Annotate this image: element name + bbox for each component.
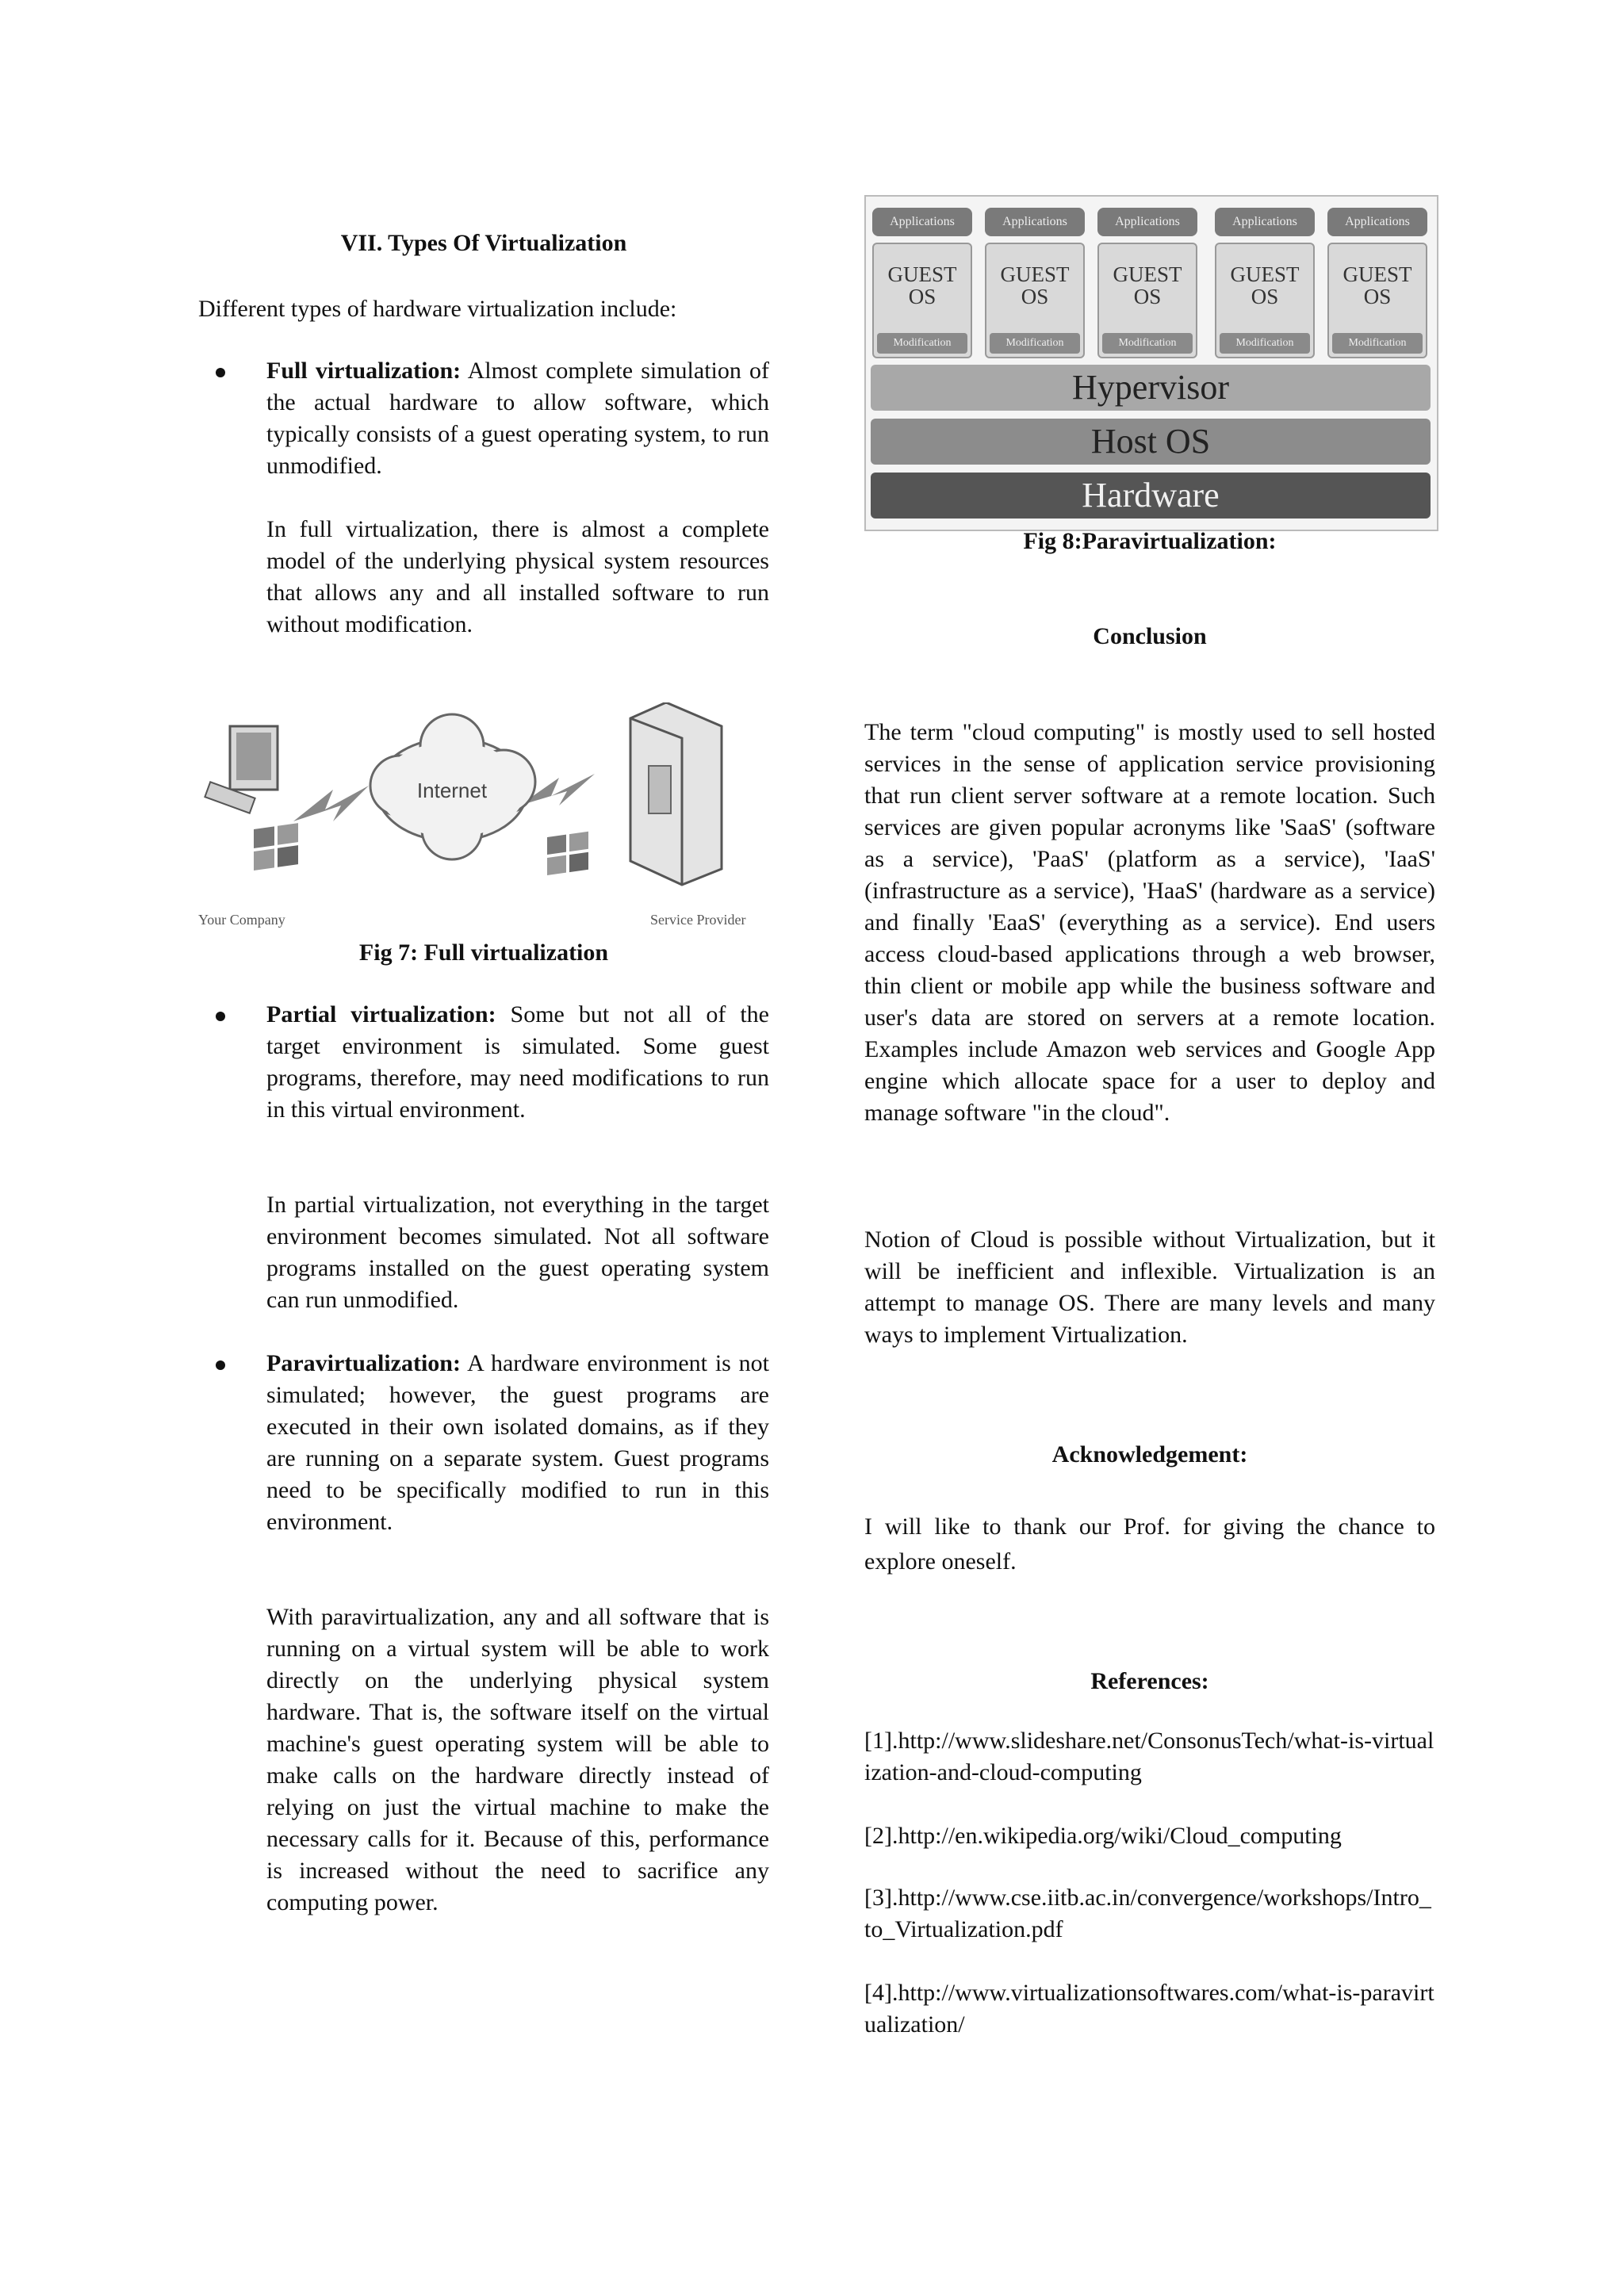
intro-text: Different types of hardware virtualization include: [198, 296, 677, 322]
paravirtualization-item [266, 1348, 769, 1538]
para-para2: With paravirtualization, any and all software that is running on a virtual system will be able to work directly on the underlying physical system hardware. That is, the software itself on the virtual machine's guest operating system will be able to make calls on the hardware directly instead of relying on just the virtual machine to make the necessary calls for it. Because of this, performance is increased without the need to sacrifice any computing power. [266, 1604, 769, 1915]
guest-os-block [872, 208, 972, 358]
guest-os-block [1097, 208, 1197, 358]
modification-label: Modification [877, 333, 967, 354]
guest-os-block [985, 208, 1085, 358]
para-term: Paravirtualization: [266, 1350, 461, 1376]
guest-label: GUEST [1230, 262, 1300, 286]
fig8-caption: Fig 8:Paravirtualization: [1023, 528, 1277, 554]
fig7-caption: Fig 7: Full virtualization [358, 939, 609, 966]
acknowledgement-title: Acknowledgement: [1051, 1441, 1248, 1468]
guest-os-block [1215, 208, 1315, 358]
guest-label: GUEST [1113, 262, 1182, 286]
guest-label: GUEST [1342, 262, 1412, 286]
hypervisor-layer: Hypervisor [871, 365, 1431, 411]
partial-para2: In partial virtualization, not everything in the target environment becomes simulated. Not all software programs installed on the guest operating system can run unmodified. [266, 1192, 769, 1313]
windows-logo-right [547, 832, 588, 875]
partial-virtualization-item [266, 999, 769, 1126]
internet-label: Internet [416, 779, 488, 802]
full-virtualization-item [266, 355, 769, 482]
full-term: Full virtualization: [266, 358, 462, 384]
your-company-label: Your Company [198, 912, 285, 928]
section-title: VII. Types Of Virtualization [340, 230, 627, 256]
bullet-dot [216, 1012, 225, 1021]
para-text: A hardware environment is not simulated; however, the guest programs are executed in their own isolated domains, as if they are running on a separate system. Guest programs need to be specifically modified to run in this environment. [266, 1350, 769, 1535]
host-os-layer: Host OS [871, 419, 1431, 465]
server-icon [630, 702, 722, 885]
reference-4: [4].http://www.virtualizationsoftwares.com/what-is-paravirtualization/ [864, 1980, 1434, 2038]
partial-term: Partial virtualization: [266, 1001, 496, 1027]
bullet-dot [216, 368, 225, 377]
reference-2: [2].http://en.wikipedia.org/wiki/Cloud_computing [864, 1823, 1342, 1849]
full-para2: In full virtualization, there is almost a complete model of the underlying physical system resources that allows any and all installed software to run without modification. [266, 516, 769, 637]
os-label: OS [1363, 285, 1392, 308]
windows-logo-left [254, 823, 298, 871]
applications-label: Applications [872, 208, 972, 236]
applications-label: Applications [1097, 208, 1197, 236]
conclusion-title: Conclusion [1093, 623, 1207, 649]
modification-label: Modification [1332, 333, 1423, 354]
guest-label: GUEST [1000, 262, 1070, 286]
modification-label: Modification [990, 333, 1080, 354]
conclusion-paragraph-1: The term "cloud computing" is mostly used to sell hosted services in the sense of application service provisioning that run client server software at a remote location. Such services are given popular acronyms like 'SaaS' (software as a service), 'PaaS' (platform as a service), 'IaaS' (infrastructure as a service), 'HaaS' (hardware as a service) and finally 'EaaS' (everything as a service). End users access cloud-based applications through a web browser, thin client or mobile app while the business software and user's data are stored on servers at a remote location. Examples include Amazon web services and Google App engine which allocate space for a user to deploy and manage software "in the cloud". [864, 719, 1435, 1126]
applications-label: Applications [1215, 208, 1315, 236]
paravirtualization-figure [864, 195, 1438, 531]
applications-label: Applications [985, 208, 1085, 236]
full-text: Almost complete simulation of the actual hardware to allow software, which typically consists of a guest operating system, to run unmodified. [266, 358, 769, 479]
bullet-dot [216, 1360, 225, 1370]
acknowledgement-text: I will like to thank our Prof. for giving the chance to explore oneself. [864, 1513, 1435, 1575]
reference-1: [1].http://www.slideshare.net/ConsonusTech/what-is-virtualization-and-cloud-computing [864, 1728, 1434, 1785]
applications-label: Applications [1327, 208, 1427, 236]
os-label: OS [1133, 285, 1162, 308]
signal-bolt-left [293, 786, 369, 821]
conclusion-paragraph-2: Notion of Cloud is possible without Virtualization, but it will be inefficient and inflexible. Virtualization is an attempt to manage OS. There are many levels and many ways to implement Virtualization. [864, 1226, 1435, 1348]
guest-os-block [1327, 208, 1427, 358]
service-provider-label: Service Provider [650, 912, 746, 928]
references-title: References: [1090, 1668, 1209, 1694]
hardware-layer: Hardware [871, 473, 1431, 519]
modification-label: Modification [1102, 333, 1193, 354]
full-virtualization-figure [198, 702, 753, 932]
os-label: OS [908, 285, 936, 308]
reference-3: [3].http://www.cse.iitb.ac.in/convergence/workshops/Intro_to_Virtualization.pdf [864, 1885, 1431, 1942]
os-label: OS [1021, 285, 1049, 308]
computer-icon [205, 726, 278, 813]
modification-label: Modification [1220, 333, 1310, 354]
guest-label: GUEST [887, 262, 957, 286]
os-label: OS [1251, 285, 1279, 308]
partial-text: Some but not all of the target environment is simulated. Some guest programs, therefore, may need modifications to run in this virtual environment. [266, 1001, 769, 1123]
